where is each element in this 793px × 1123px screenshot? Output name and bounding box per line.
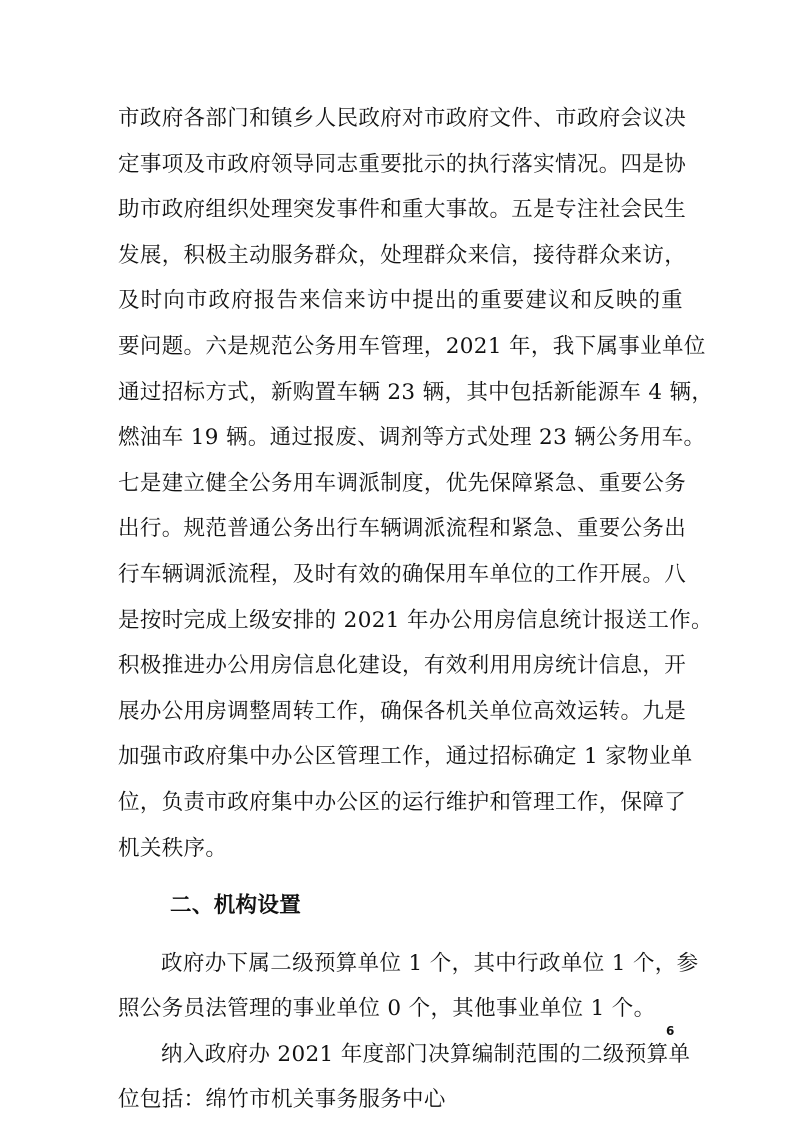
text-line: 照公务员法管理的事业单位 0 个，其他事业单位 1 个。 bbox=[118, 996, 656, 1022]
paragraph-scope bbox=[118, 1032, 691, 1123]
paragraph-structure bbox=[118, 941, 699, 1032]
section-heading: 二、机构设置 bbox=[170, 893, 302, 919]
text-line: 定事项及市政府领导同志重要批示的执行落实情况。四是协 bbox=[118, 151, 687, 177]
text-line: 出行。规范普通公务出行车辆调派流程和紧急、重要公务出 bbox=[118, 516, 687, 542]
text-line: 机关秩序。 bbox=[118, 835, 228, 861]
text-line: 纳入政府办 2021 年度部门决算编制范围的二级预算单 bbox=[161, 1041, 691, 1067]
paragraph-duties bbox=[118, 96, 714, 871]
text-line: 市政府各部门和镇乡人民政府对市政府文件、市政府会议决 bbox=[118, 106, 687, 131]
text-line: 及时向市政府报告来信来访中提出的重要建议和反映的重 bbox=[118, 288, 683, 314]
text-line: 加强市政府集中办公区管理工作，通过招标确定 1 家物业单 bbox=[118, 744, 693, 770]
text-line: 七是建立健全公务用车调派制度，优先保障紧急、重要公务 bbox=[118, 470, 687, 496]
text-line: 发展，积极主动服务群众，处理群众来信，接待群众来访， bbox=[118, 242, 687, 268]
text-line: 是按时完成上级安排的 2021 年办公用房信息统计报送工作。 bbox=[118, 607, 713, 633]
text-line: 位包括：绵竹市机关事务服务中心 bbox=[118, 1087, 446, 1113]
text-line: 位，负责市政府集中办公区的运行维护和管理工作，保障了 bbox=[118, 789, 687, 815]
page-number: 6 bbox=[666, 1024, 675, 1038]
text-line: 行车辆调派流程，及时有效的确保用车单位的工作开展。八 bbox=[118, 561, 687, 587]
text-line: 助市政府组织处理突发事件和重大事故。五是专注社会民生 bbox=[118, 197, 687, 223]
text-line: 燃油车 19 辆。通过报废、调剂等方式处理 23 辆公务用车。 bbox=[118, 425, 706, 451]
text-line: 通过招标方式，新购置车辆 23 辆，其中包括新能源车 4 辆， bbox=[118, 379, 714, 405]
text-line: 展办公用房调整周转工作，确保各机关单位高效运转。九是 bbox=[118, 698, 687, 724]
text-line: 要问题。六是规范公务用车管理，2021 年，我下属事业单位 bbox=[118, 333, 706, 359]
body-text bbox=[118, 96, 714, 1123]
text-line: 积极推进办公用房信息化建设，有效利用用房统计信息，开 bbox=[118, 653, 687, 679]
text-line: 政府办下属二级预算单位 1 个，其中行政单位 1 个，参 bbox=[161, 950, 699, 976]
